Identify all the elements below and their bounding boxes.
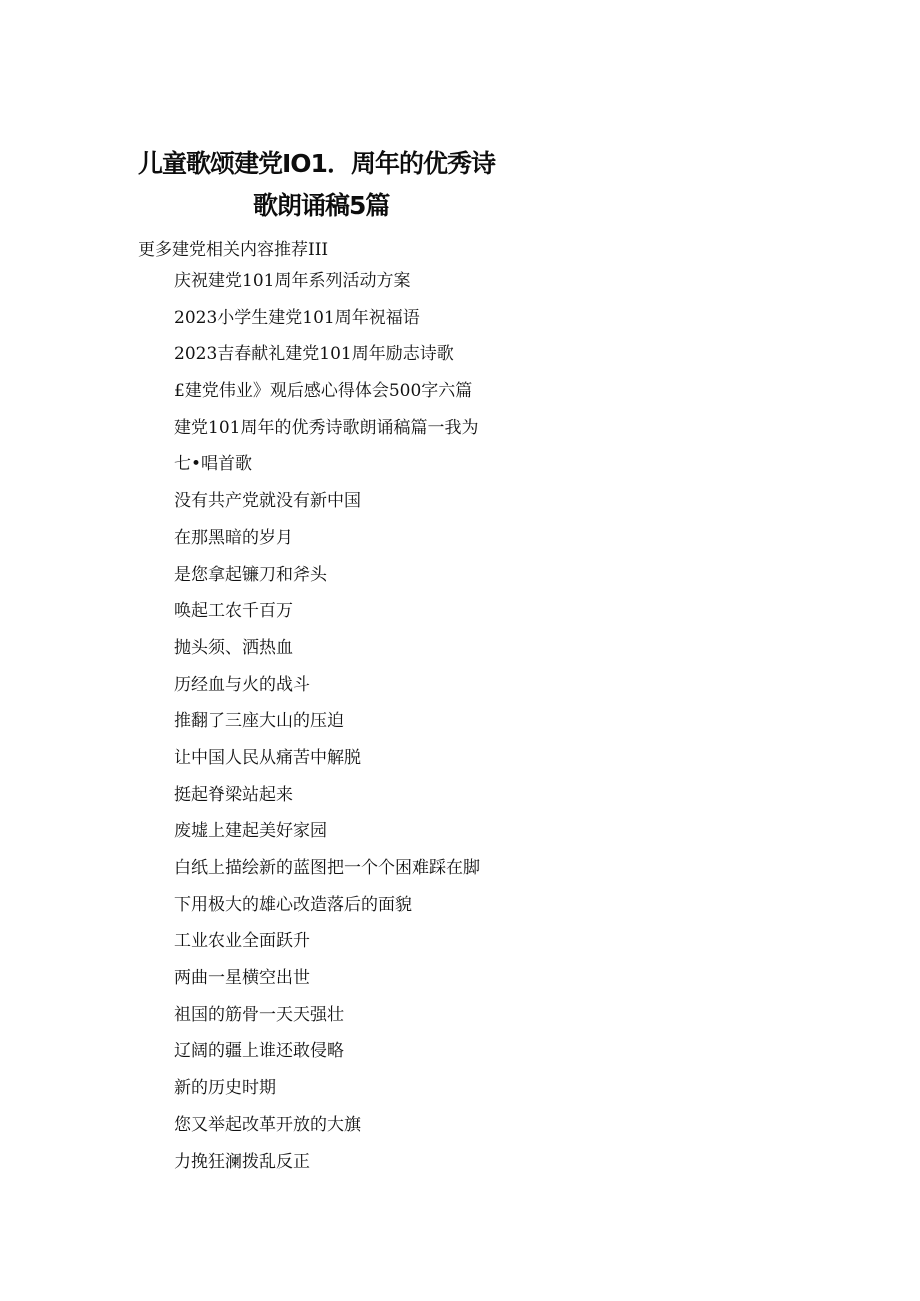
poem-heading-line: 建党101周年的优秀诗歌朗诵稿篇一我为 xyxy=(174,417,479,438)
poem-line: 两曲一星横空出世 xyxy=(174,968,310,989)
poem-line: 工业农业全面跃升 xyxy=(174,931,310,952)
related-link-item: 2023吉春献礼建党101周年励志诗歌 xyxy=(174,344,454,365)
poem-line: 历经血与火的战斗 xyxy=(174,674,310,695)
poem-line: 挺起脊梁站起来 xyxy=(174,784,293,805)
poem-line: 祖国的筋骨一天天强壮 xyxy=(174,1004,344,1025)
document-title-line-1: 儿童歌颂建党IO1．周年的优秀诗 xyxy=(138,149,495,178)
poem-line: 白纸上描绘新的蓝图把一个个困难踩在脚 xyxy=(174,858,480,878)
related-link-item: 庆祝建党101周年系列活动方案 xyxy=(174,271,411,291)
poem-line: 没有共产党就没有新中国 xyxy=(174,491,361,512)
recommendation-heading: 更多建党相关内容推荐III xyxy=(138,240,329,260)
poem-lines xyxy=(174,269,480,1186)
poem-line: 力挽狂澜拨乱反正 xyxy=(174,1151,310,1172)
poem-line: 辽阔的疆上谁还敢侵略 xyxy=(174,1041,344,1062)
poem-line: 您又举起改革开放的大旗 xyxy=(174,1114,361,1135)
poem-line: 下用极大的雄心改造落后的面貌 xyxy=(174,894,412,915)
poem-line: 推翻了三座大山的压迫 xyxy=(174,711,344,732)
poem-line: 在那黑暗的岁月 xyxy=(174,527,293,548)
poem-line: 抛头须、洒热血 xyxy=(174,637,293,658)
poem-line: 让中国人民从痛苦中解脱 xyxy=(174,747,361,768)
poem-line: 废墟上建起美好家园 xyxy=(174,821,327,842)
poem-line: 唤起工农千百万 xyxy=(174,601,293,622)
related-link-item: £建党伟业》观后感心得体会500字六篇 xyxy=(174,381,473,402)
poem-line: 是您拿起镰刀和斧头 xyxy=(174,564,327,585)
document-title-line-2: 歌朗诵稿5篇 xyxy=(253,191,390,220)
related-link-item: 2023小学生建党101周年祝福语 xyxy=(174,307,420,328)
poem-line: 新的历史时期 xyxy=(174,1078,276,1099)
poem-heading-line: 七•唱首歌 xyxy=(174,454,253,475)
